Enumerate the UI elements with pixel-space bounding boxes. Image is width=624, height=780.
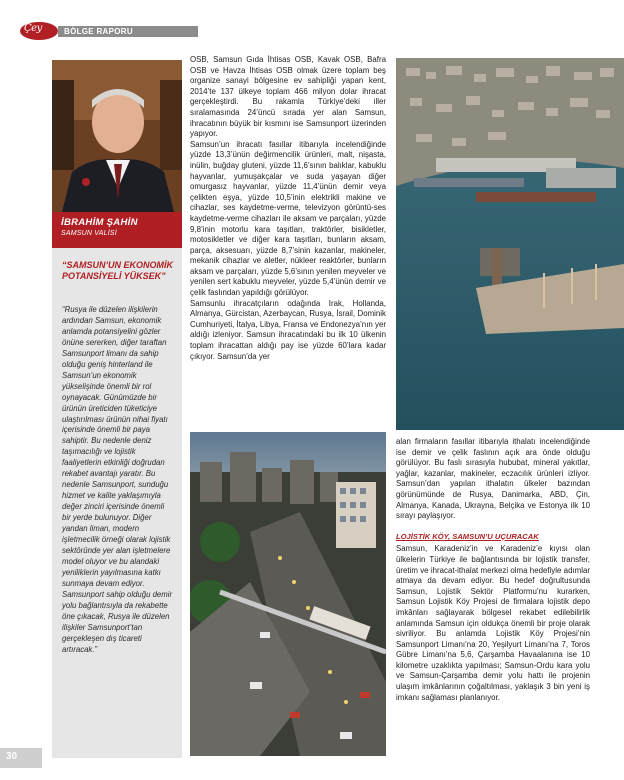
governor-name: İBRAHİM ŞAHİN: [61, 217, 138, 228]
section-subheading: LOJİSTİK KÖY, SAMSUN’U UÇURACAK: [396, 531, 539, 541]
city-street-photo: [190, 432, 386, 756]
governor-title: SAMSUN VALİSİ: [61, 230, 117, 237]
paragraph: Samsun’un ihracatı fasıllar itibarıyla incelendiğinde yüzde 13,3’ünün değirmencilik ürünleri, malt, nişasta, inülin, buğday gluteni, yüzde 11,6’sının balıklar, kabuklu hayvanlar, yumuşakçalar ve suda yaşayan diğer omurgasız hayvanlar, yüzde 11,4’ünün demir veya çelikten eşya, yüzde 10,5’inin elektrikli makine ve cihazlar, ses kaydetme-verme, televizyon görüntü-ses kaydetme-verme cihazları ile aksam ve parçaları, yüzde 9,8’inin motorlu kara taşıtları, traktörler, bisikletler, motosikletler ve diğer kara taşıtları, bunların aksam, parça, aksesuarı, yüzde 8,7’sinin kazanlar, makineler, mekanik cihazlar ve aletler, nükleer reaktörler, bunların aksam ve parçaları, yüzde 5,6’sının yenilen meyveler ve yenilen sert kabuklu meyveler, yüzde 5,4’ünün demir ve çelik faslından yapıldığı görülüyor.: [190, 139, 386, 298]
paragraph: Samsun, Karadeniz’in ve Karadeniz’e kıyısı olan ülkelerin Türkiye ile bağlantısında bir lojistik transfer, üretim ve ihracat-ithalat merkezi olma hedefiyle adımlar atmaya da devam ediyor. Bu hedef doğrultusunda Samsun, Lojistik Sektör Platformu’nu kurarken, Samsun Lojistik Köy Projesi de firmalara lojistik depo imkânları sağlayarak bölgesel rekabet edilebilirlik anlamında Samsun için oldukça önemli bir proje olarak sivriliyor. Bu anlamda Lojistik Köy Projesi’nin Samsunport Limanı’na 20, Yeşilyurt Limanı’na 7, Toros Gübre Limanı’na 5,6, Çarşamba Havaalanına ise 10 kilometre uzaklıkta yapılması; Samsun-Ordu kara yolu ve Samsun-Çarşamba demir yolu hattı ile projenin ulaşım imkânlarının çoğaltılması, yaklaşık 3 bin yeni iş imkanı sağlaması planlanıyor.: [396, 544, 590, 702]
quote-body: “Rusya ile düzelen ilişkilerin ardından Samsun, ekonomik anlamda potansiyelini gözler önüne sererken, diğer taraftan Samsunport limanı da sahip olduğu geniş hinterland ile Samsun’un ekonomik yükselişinde önemli bir rol oynayacak. Günümüzde bir ürünün üreticiden tüketiciye ulaştırılması ürünün nihai fiyatı içerisinde önemli bir paya sahiptir. Bu nedenle deniz taşımacılığı ve lojistik faaliyetlerin etkinliği doğrudan rekabet avantajı yaratır. Bu nedenle Samsunport, sunduğu hizmet ve kalite yaklaşımıyla değer zinciri içerisinde önemli bir yerde bulunuyor. Diğer yandan liman, modern işletmecilik örneği olarak lojistik sektöründe yer alan işletmelere model oluyor ve bu alandaki yeniliklerin yayılmasına katkı sunmaya devam ediyor. Samsunport sahip olduğu demir yolu bağlantısıyla da rekabette öne çıkacak, Rusya ile düzelen ilişkiler Samsunport’tan gerçekleşen dış ticareti artıracak.”: [62, 305, 173, 654]
article-column-1: [190, 55, 386, 362]
port-aerial-photo: [396, 58, 624, 430]
city-illustration: [190, 432, 386, 756]
port-illustration: [396, 58, 624, 430]
article-column-2: [396, 437, 590, 703]
portrait-illustration: [52, 60, 182, 212]
page-header: [0, 0, 624, 44]
quote-headline: “SAMSUN’UN EKONOMİK POTANSİYELİ YÜKSEK”: [62, 260, 174, 281]
paragraph: OSB, Samsun Gıda İhtisas OSB, Kavak OSB, Bafra OSB ve Havza İhtisas OSB olmak üzere toplam beş organize sanayi bölgesine ev sahipliği yapan kent, 2014’te 137 ülkeye toplam 466 milyon dolar ihracat gerçekleştirdi. Bu rakamla Türkiye’deki iller sıralamasında 24’üncü sırada yer alan Samsun, ihracatının büyük bir kısmını ise Samsunport üzerinden yapıyor.: [190, 55, 386, 139]
governor-portrait: [52, 60, 182, 212]
paragraph: Samsunlu ihracatçıların odağında Irak, Hollanda, Almanya, Gürcistan, Azerbaycan, Rusya, İsrail, Dominik Cumhuriyeti, İtalya, Libya, Fransa ve Endonezya’nın yer aldığı izleniyor. Samsun ihracatındaki bu ilk 10 ülkenin toplam ihracattan aldığı pay ise yüzde 60’lara kadar çıkıyor. Samsun’da yer: [190, 298, 386, 361]
section-label: BÖLGE RAPORU: [64, 27, 133, 36]
sidebar-interview: [52, 60, 182, 758]
portrait-caption: [52, 212, 182, 248]
paragraph: alan firmaların fasıllar itibarıyla ithalatı incelendiğinde ise demir ve çelik faslının açık ara önde olduğu görülüyor. Bu faslı sırasıyla hububat, mineral yakıtlar, yağlar, kazanlar, makineler, eczacılık ürünleri izliyor. Samsun’dan yapılan ithalatın ülkeler bazından görünümünde de Rusya, Danimarka, ABD, Çin, Almanya, Kanada, Ukrayna, Belçika ve Estonya ilk 10 sırayı paylaşıyor.: [396, 437, 590, 521]
magazine-logo-text: Çey: [24, 23, 42, 34]
page-number: 30: [6, 751, 18, 762]
